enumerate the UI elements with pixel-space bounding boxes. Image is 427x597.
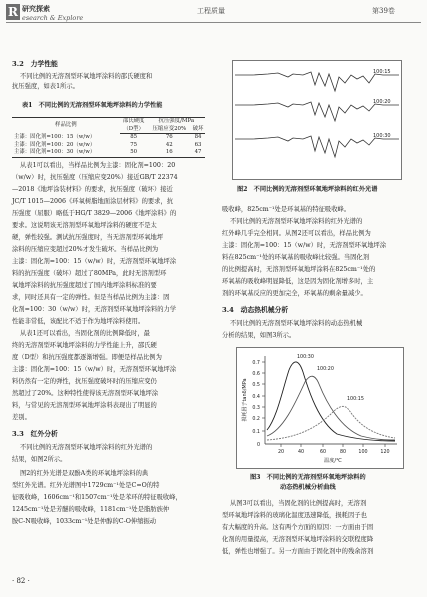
paragraph-line: 料的抗压强度（破坏）超过了80MPa，此时无溶剂型环 — [12, 270, 167, 277]
figure-2-caption: 图2 不同比例的无溶剂型环氧地坪涂料的红外光谱 — [237, 186, 378, 193]
x-tick-label: 120 — [380, 450, 390, 455]
page-number: · 82 · — [12, 577, 30, 585]
paragraph-line: 分析的结果，如图3所示。 — [222, 332, 296, 339]
paragraph-line: 征吸收峰，1606cm⁻¹和1507cm⁻¹处是苯环的特征吸收峰， — [12, 494, 182, 501]
paragraph-line: 环氧基的吸收峰明显降低，这是因为固化剂增多时，主 — [222, 278, 374, 285]
cell-break: 47 — [191, 149, 205, 157]
x-tick-label: 20 — [277, 450, 285, 455]
section-title-cn: 研究探索 — [22, 4, 50, 13]
paragraph-line: 主漆：固化剂=100：15（w/w）时，无溶剂型环氧地坪涂 — [12, 366, 177, 373]
y-tick-label: 0.3 — [252, 406, 260, 411]
x-tick-label: 40 — [297, 450, 305, 455]
paragraph-line: 料，与常见的无溶剂型环氧地坪涂料表现出了明显的 — [12, 402, 157, 409]
section-3-2-heading: 3.2 力学性能 — [12, 60, 58, 68]
header-rule — [6, 22, 421, 23]
x-tick-label: 100 — [358, 450, 368, 455]
table-1 — [12, 117, 205, 158]
paragraph-line: 主漆：固化剂=100：15（w/w）时，无溶剂型环氧地坪涂 — [222, 242, 387, 249]
paragraph-line: 主漆：固化剂=100：15（w/w）时，无溶剂型环氧地坪涂 — [12, 258, 177, 265]
cell-name: 主漆：固化剂=100：15（w/w） — [14, 133, 96, 140]
paragraph-line: 料在825cm⁻¹处的环氧基的吸收峰比较强。当固化剂 — [222, 254, 370, 261]
ir-label-100-20: 100:20 — [373, 99, 391, 105]
x-axis-title: 温度/℃ — [324, 458, 342, 464]
col-header-break: 破坏 — [192, 125, 204, 132]
dma-label-100-20: 100:20 — [317, 367, 334, 372]
cell-name: 主漆：固化剂=100：30（w/w） — [12, 149, 120, 157]
paragraph-line: 化剂=100：30（w/w）时，无溶剂型环氧地坪涂料的力学 — [12, 306, 177, 313]
paragraph-line: JC/T 1015—2006《环氧树脂地面涂层材料》的要求，抗 — [12, 198, 174, 205]
paragraph-line: 压强度（屈服）略低于HG/T 3829—2006《地坪涂料》的 — [12, 210, 177, 217]
paragraph-line: 化剂的用量提高，无溶剂型环氧地坪涂料的交联程度降 — [222, 536, 374, 543]
paragraph-line: 不同比例的无溶剂型环氧地坪涂料的红外光谱的 — [230, 218, 363, 225]
dma-curve-100-15 — [267, 406, 395, 440]
paragraph-line: 终的无溶剂型环氧地坪涂料的力学性能上升，邵氏硬 — [12, 342, 157, 349]
paragraph-line: —2018《地坪涂装材料》的要求，抗压强度（破坏）接近 — [12, 186, 173, 193]
dma-label-100-15: 100:15 — [347, 397, 364, 402]
paragraph-line: 低，弹性也增强了。另一方面由于固化剂中的残余溶剂 — [222, 548, 374, 555]
section-3-3-heading: 3.3 红外分析 — [12, 430, 58, 438]
figure-3-caption-line-1: 图3 不同比例的无溶剂型环氧地坪涂料的 — [250, 474, 366, 481]
figure-3-frame — [236, 347, 404, 469]
cell-yield: 42 — [165, 141, 173, 148]
paragraph-line: 度（D型）和抗压强度都逐渐增强。即便是样品比例为 — [12, 354, 162, 361]
cell-name: 主漆：固化剂=100：20（w/w） — [14, 141, 96, 148]
paragraph-line: 型红外光谱。红外光谱图中1729cm⁻¹处是C=O的特 — [12, 482, 160, 489]
x-tick-label: 80 — [339, 450, 347, 455]
paragraph-line: 结果，如图2所示。 — [12, 456, 67, 463]
paragraph-line: 剂的环氧基反应的更加完全，环氧基的剩余量减少。 — [222, 290, 367, 297]
table-row — [12, 142, 205, 150]
paragraph-line: 差别。 — [12, 414, 31, 421]
journal-logo: R — [6, 4, 20, 20]
paragraph-line: 求，同时还具有一定的弹性。但是当样品比例为主漆：固 — [12, 294, 170, 301]
cell-break: 63 — [194, 141, 202, 148]
paragraph-line: 吸收峰，825cm⁻¹处是环氧基的特征吸收峰。 — [222, 206, 351, 213]
figure-3-caption-line-2: 动态热机械分析曲线 — [280, 484, 336, 491]
col-header-hardness: 邵氏硬度 — [120, 118, 148, 126]
col-header-hardness-unit: （D型） — [120, 126, 148, 134]
paragraph-line: 型环氧地坪涂料的玻璃化温度迅速降低，损耗因子也 — [222, 512, 367, 519]
paragraph-line: 从表1还可以看出，当固化剂的比例降低时，最 — [20, 330, 150, 337]
col-header-strength: 抗压强度/MPa — [148, 118, 205, 126]
paragraph-line: 然超过了20%。这种特性使得该无溶剂型环氧地坪涂 — [12, 390, 159, 397]
col-header-ratio: 样品比例 — [12, 118, 120, 134]
paragraph-line: 从表1可以看出，当样品比例为主漆：固化剂=100：20 — [20, 162, 176, 169]
y-tick-label: 0.5 — [252, 383, 260, 388]
y-tick-label: 0 — [256, 443, 260, 448]
paragraph-line: 1245cm⁻¹处是芳醚的吸收峰，1181cm⁻¹处是脂肪族仲 — [12, 506, 170, 513]
paragraph-line: 硬，弹性较强。测试抗压强度时，当无溶剂型环氧地坪 — [12, 234, 164, 241]
paragraph-line: 有大幅度的升高。这有两个方面的原因：一方面由于固 — [222, 524, 374, 531]
cell-hardness: 75 — [130, 141, 138, 148]
section-title-en: esearch & Explore — [22, 14, 84, 22]
dma-curve-100-20 — [267, 376, 395, 440]
paragraph-line: 不同比例的无溶剂型环氧地坪涂料的动态热机械 — [230, 320, 363, 327]
dma-curve-100-30 — [267, 362, 395, 441]
col-header-yield: 压缩应变20% — [148, 126, 191, 134]
paragraph-line: （w/w）时，抗压强度（压缩应变20%）接近GB/T 22374 — [12, 174, 178, 181]
table-row — [12, 149, 205, 157]
paragraph-line: 红外峰几乎完全相同。从图2还可以看出，样品比例为 — [222, 230, 371, 237]
ir-label-100-15: 100:15 — [373, 69, 391, 75]
y-tick-label: 0.7 — [252, 361, 260, 366]
section-3-4-heading: 3.4 动态热机械分析 — [222, 306, 289, 314]
volume-label: 第39卷 — [372, 7, 395, 15]
paragraph-line: 要求。这说明该无溶剂型环氧地坪涂料的硬度不是太 — [12, 222, 157, 229]
paragraph-line: 不同比例的无溶剂型环氧地坪涂料的红外光谱的 — [20, 444, 153, 451]
paragraph-line: 料仍然有一定的弹性，抗压强度破坏时的压缩应变仍 — [12, 378, 157, 385]
y-tick-label: 0.2 — [252, 417, 260, 422]
cell-hardness: 50 — [120, 149, 148, 157]
x-tick-label: 60 — [319, 450, 327, 455]
paragraph-line: 抗压强度，如表1所示。 — [12, 83, 79, 90]
paragraph-line: 氧地坪涂料的抗压强度超过了国内地坪涂料标准的要 — [12, 282, 157, 289]
paragraph-line: 性能非常低，该配比不适于作为地坪涂料使用。 — [12, 318, 145, 325]
figure-3-dma-chart — [237, 348, 403, 468]
table-1-caption: 表1 不同比例的无溶剂型环氧地坪涂料的力学性能 — [22, 102, 163, 109]
ir-label-100-30: 100:30 — [373, 133, 391, 139]
cell-yield: 16 — [148, 149, 191, 157]
y-tick-label: 0.4 — [252, 395, 260, 400]
table-row — [12, 134, 205, 142]
cell-break: 84 — [194, 134, 202, 140]
cell-yield: 76 — [165, 134, 173, 140]
figure-2-ir-spectra — [233, 61, 401, 179]
journal-name: 工程质量 — [197, 7, 225, 15]
paragraph-line: 从图3可以看出，当固化剂的比例提高时，无溶剂 — [230, 500, 367, 507]
paragraph-line: 的比例提高时，无溶剂型环氧地坪涂料在825cm⁻¹处的 — [222, 266, 376, 273]
paragraph-line: 涂料的压缩应变超过20%才发生破坏。当样品比例为 — [12, 246, 159, 253]
figure-2-frame — [232, 60, 402, 180]
y-tick-label: 0.1 — [252, 430, 260, 435]
y-axis-title: 损耗因子tanδ/MPa — [242, 378, 248, 422]
paragraph-line: 胺C-N吸收峰，1033cm⁻¹处是仲醇的C-O伸缩振动 — [12, 518, 157, 525]
ir-curve-100-30 — [235, 136, 399, 157]
paragraph-line: 图2的红外光谱是双酚A类的环氧地坪涂料的典 — [20, 470, 149, 477]
y-tick-label: 0.6 — [252, 372, 260, 377]
cell-hardness: 85 — [130, 134, 138, 140]
dma-label-100-30: 100:30 — [297, 355, 314, 360]
paragraph-line: 不同比例的无溶剂型环氧地坪涂料的邵氏硬度和 — [20, 73, 153, 80]
